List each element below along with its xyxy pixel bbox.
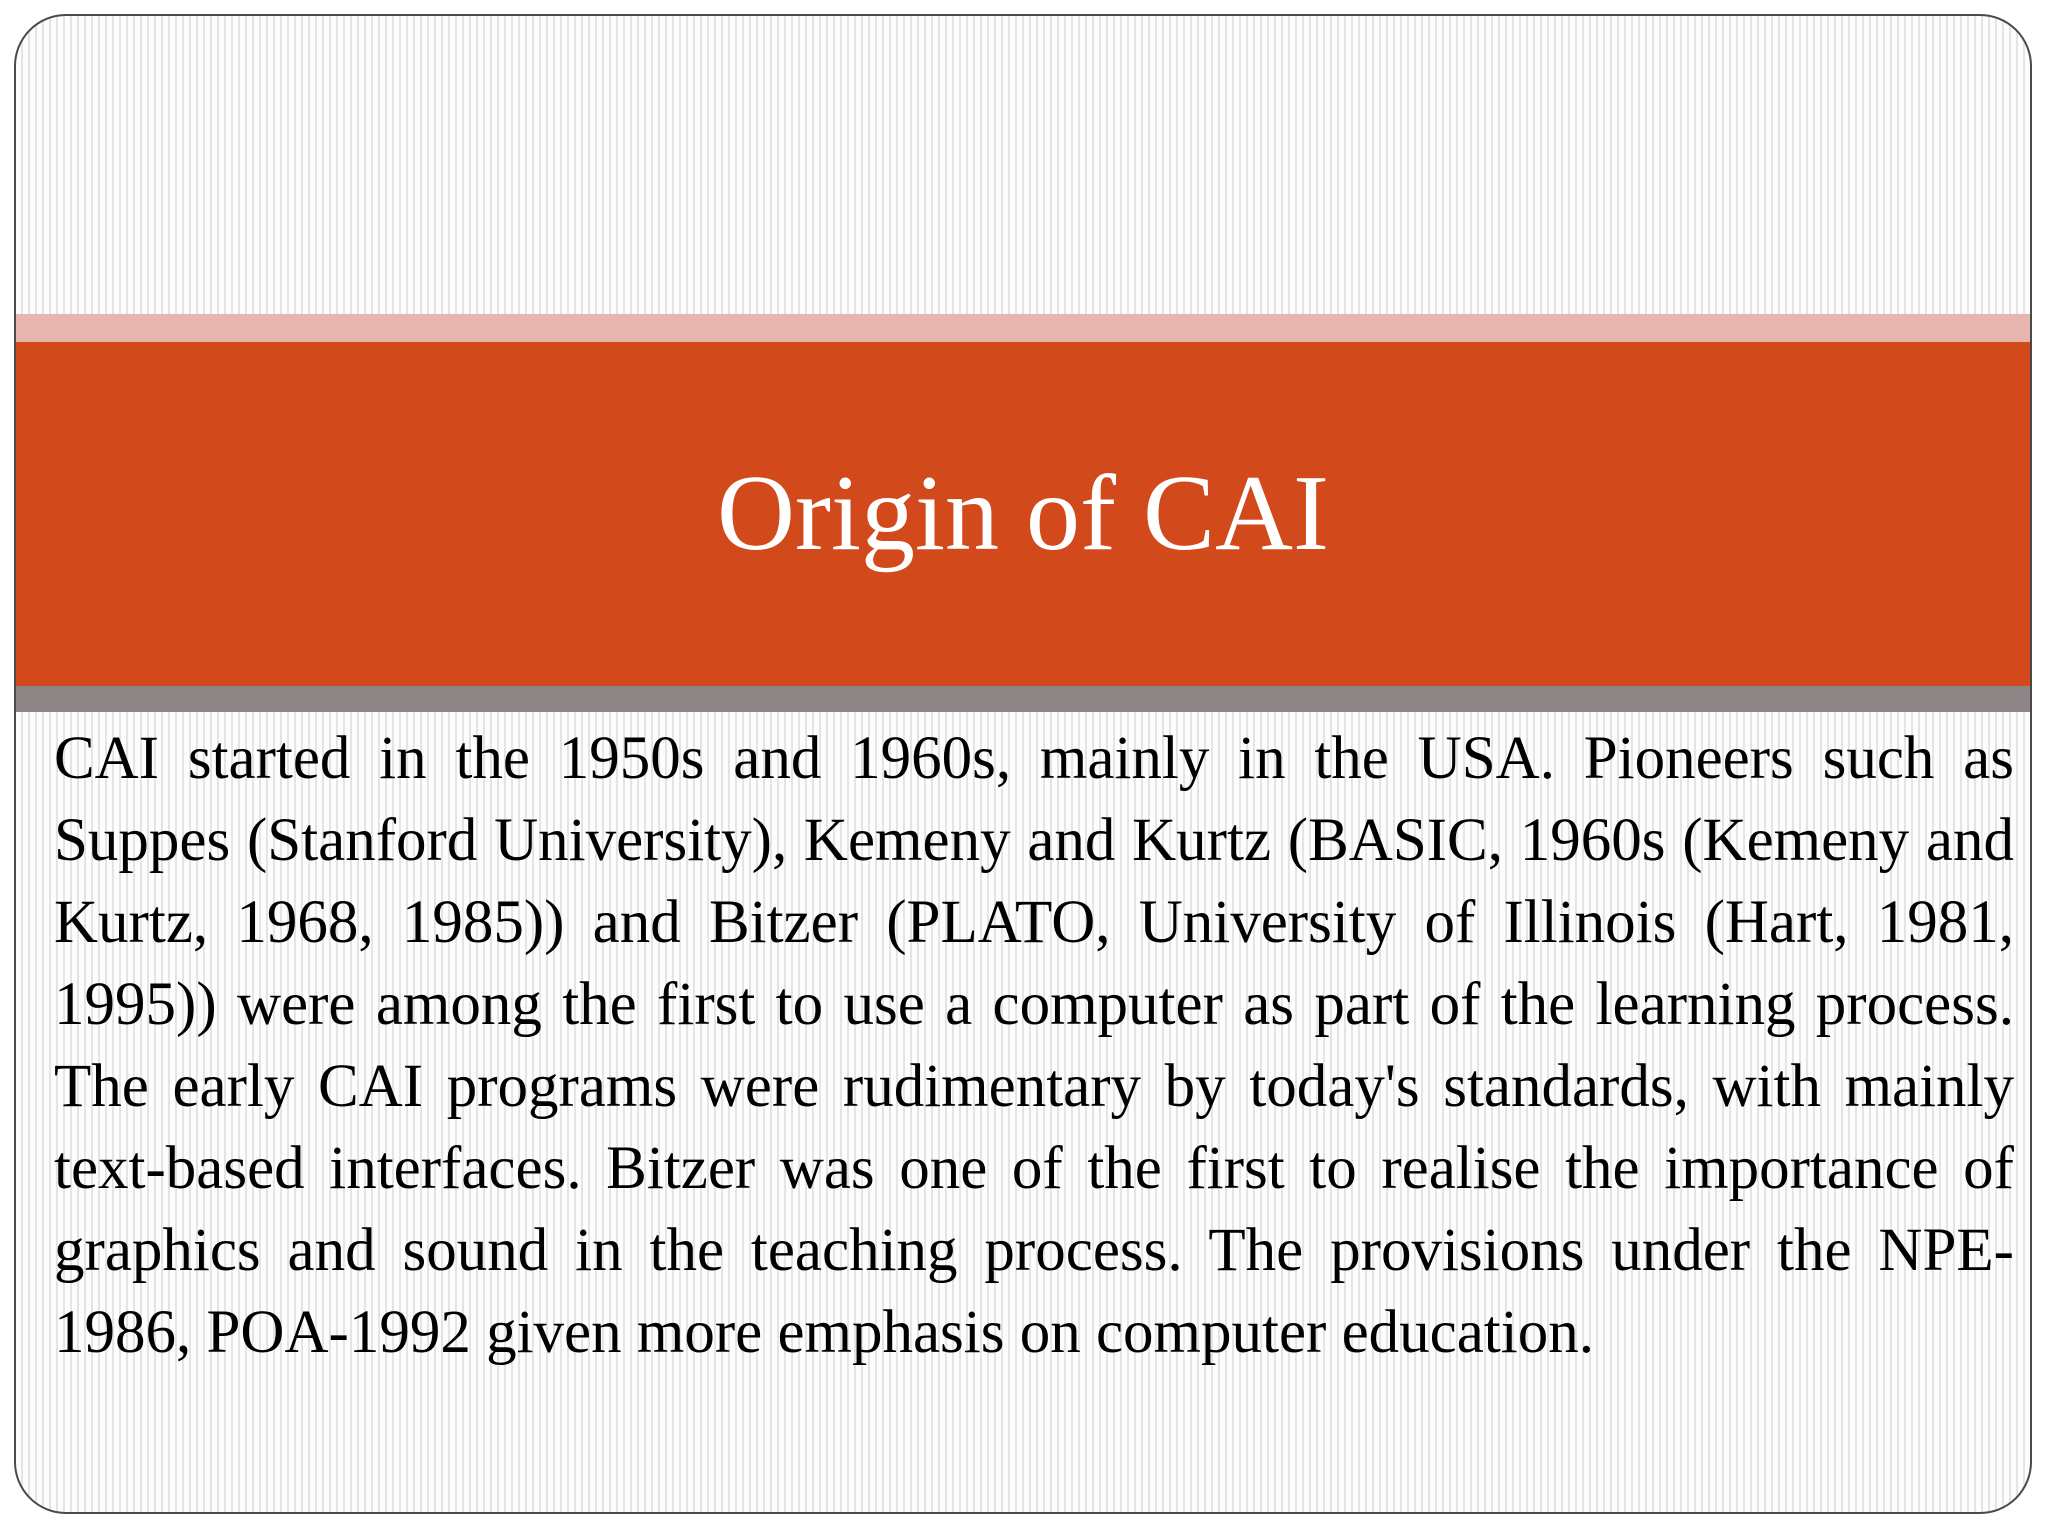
slide-body-text: CAI started in the 1950s and 1960s, mainly in the USA. Pioneers such as Suppes (Stanford University), Kemeny and Kurtz (BASIC, 1960s (Kemeny and Kurtz, 1968, 1985)) and Bitzer (PLATO, University of Illinois (Hart, 1981, 1995)) were among the first to use a computer as part of the learning process. The early CAI programs were rudimentary by today's standards, with mainly text-based interfaces. Bitzer was one of the first to realise the importance of graphics and sound in the teaching process. The provisions under the NPE-1986, POA-1992 given more emphasis on computer education. — [54, 725, 2014, 1366]
slide — [14, 14, 2032, 1514]
title-band-top-stripe — [16, 314, 2030, 342]
title-band — [16, 342, 2030, 686]
title-band-bottom-stripe — [16, 686, 2030, 712]
slide-title: Origin of CAI — [717, 454, 1329, 573]
